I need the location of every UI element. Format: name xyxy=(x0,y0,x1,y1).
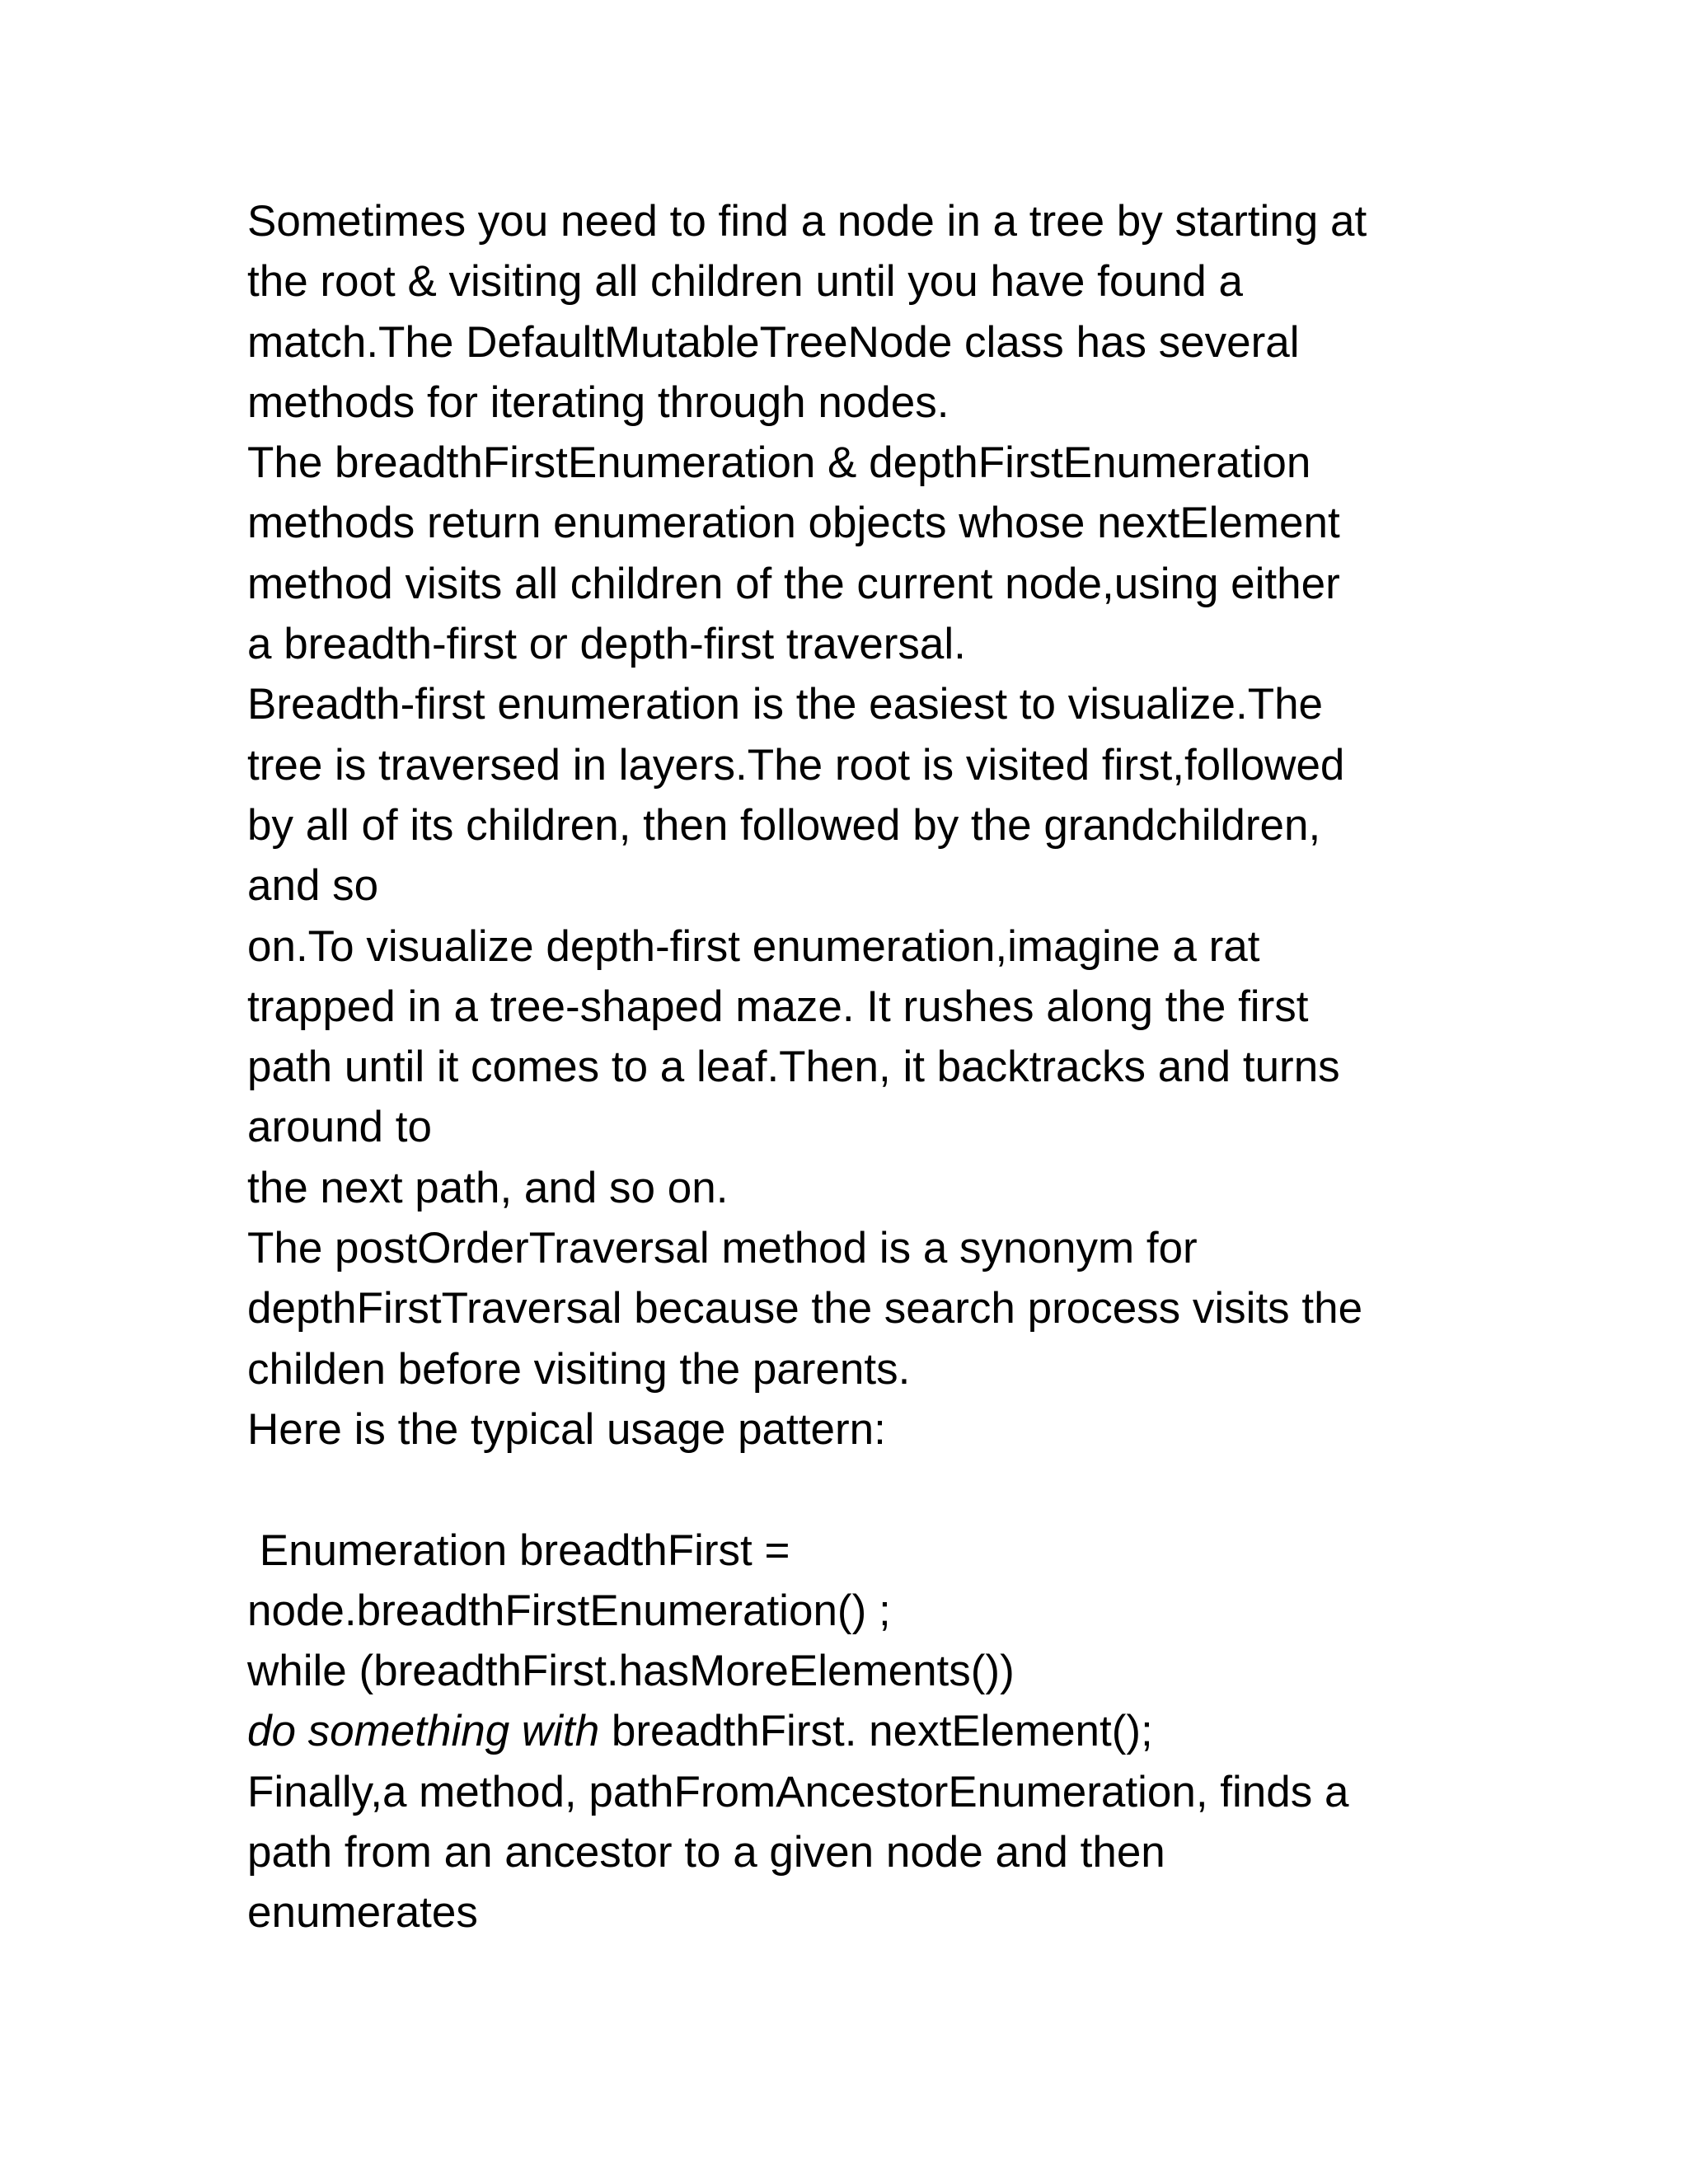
text-line: the next path, and so on. xyxy=(247,1163,729,1212)
text-line: trapped in a tree-shaped maze. It rushes along the first xyxy=(247,982,1309,1031)
code-line-rest: breadthFirst. nextElement(); xyxy=(599,1707,1153,1756)
code-line: Enumeration breadthFirst = xyxy=(247,1526,790,1575)
text-line: methods for iterating through nodes. xyxy=(247,377,950,427)
code-line: while (breadthFirst.hasMoreElements()) xyxy=(247,1647,1015,1696)
code-line: node.breadthFirstEnumeration() ; xyxy=(247,1586,891,1635)
text-line: methods return enumeration objects whose nextElement xyxy=(247,499,1340,548)
text-line: method visits all children of the current node,using either xyxy=(247,559,1340,608)
text-line: a breadth-first or depth-first traversal. xyxy=(247,620,966,669)
code-line xyxy=(247,1701,1467,1761)
text-line: the root & visiting all children until you have found a xyxy=(247,257,1243,307)
text-line: childen before visiting the parents. xyxy=(247,1344,911,1394)
text-line: The breadthFirstEnumeration & depthFirstEnumeration xyxy=(247,438,1311,488)
text-line: depthFirstTraversal because the search process visits the xyxy=(247,1284,1363,1333)
text-line: on.To visualize depth-first enumeration,imagine a rat xyxy=(247,921,1260,971)
text-line: tree is traversed in layers.The root is visited first,followed xyxy=(247,740,1345,790)
body-text xyxy=(247,191,1467,1943)
blank-line xyxy=(247,1460,1467,1520)
text-line: Finally,a method, pathFromAncestorEnumeration, finds a xyxy=(247,1767,1349,1816)
text-line: by all of its children, then followed by the grandchildren, xyxy=(247,800,1321,850)
text-line: match.The DefaultMutableTreeNode class has several xyxy=(247,317,1300,367)
text-line: path from an ancestor to a given node and then xyxy=(247,1828,1165,1877)
text-line: around to xyxy=(247,1103,432,1152)
text-line: Here is the typical usage pattern: xyxy=(247,1404,886,1454)
text-line: enumerates xyxy=(247,1888,478,1938)
text-line: and so xyxy=(247,861,379,911)
code-italic-phrase: do something with xyxy=(247,1707,600,1756)
text-line: The postOrderTraversal method is a synonym for xyxy=(247,1224,1198,1273)
text-line: Sometimes you need to find a node in a tree by starting at xyxy=(247,197,1367,246)
text-line: Breadth-first enumeration is the easiest to visualize.The xyxy=(247,680,1324,729)
text-line: path until it comes to a leaf.Then, it backtracks and turns xyxy=(247,1043,1340,1092)
